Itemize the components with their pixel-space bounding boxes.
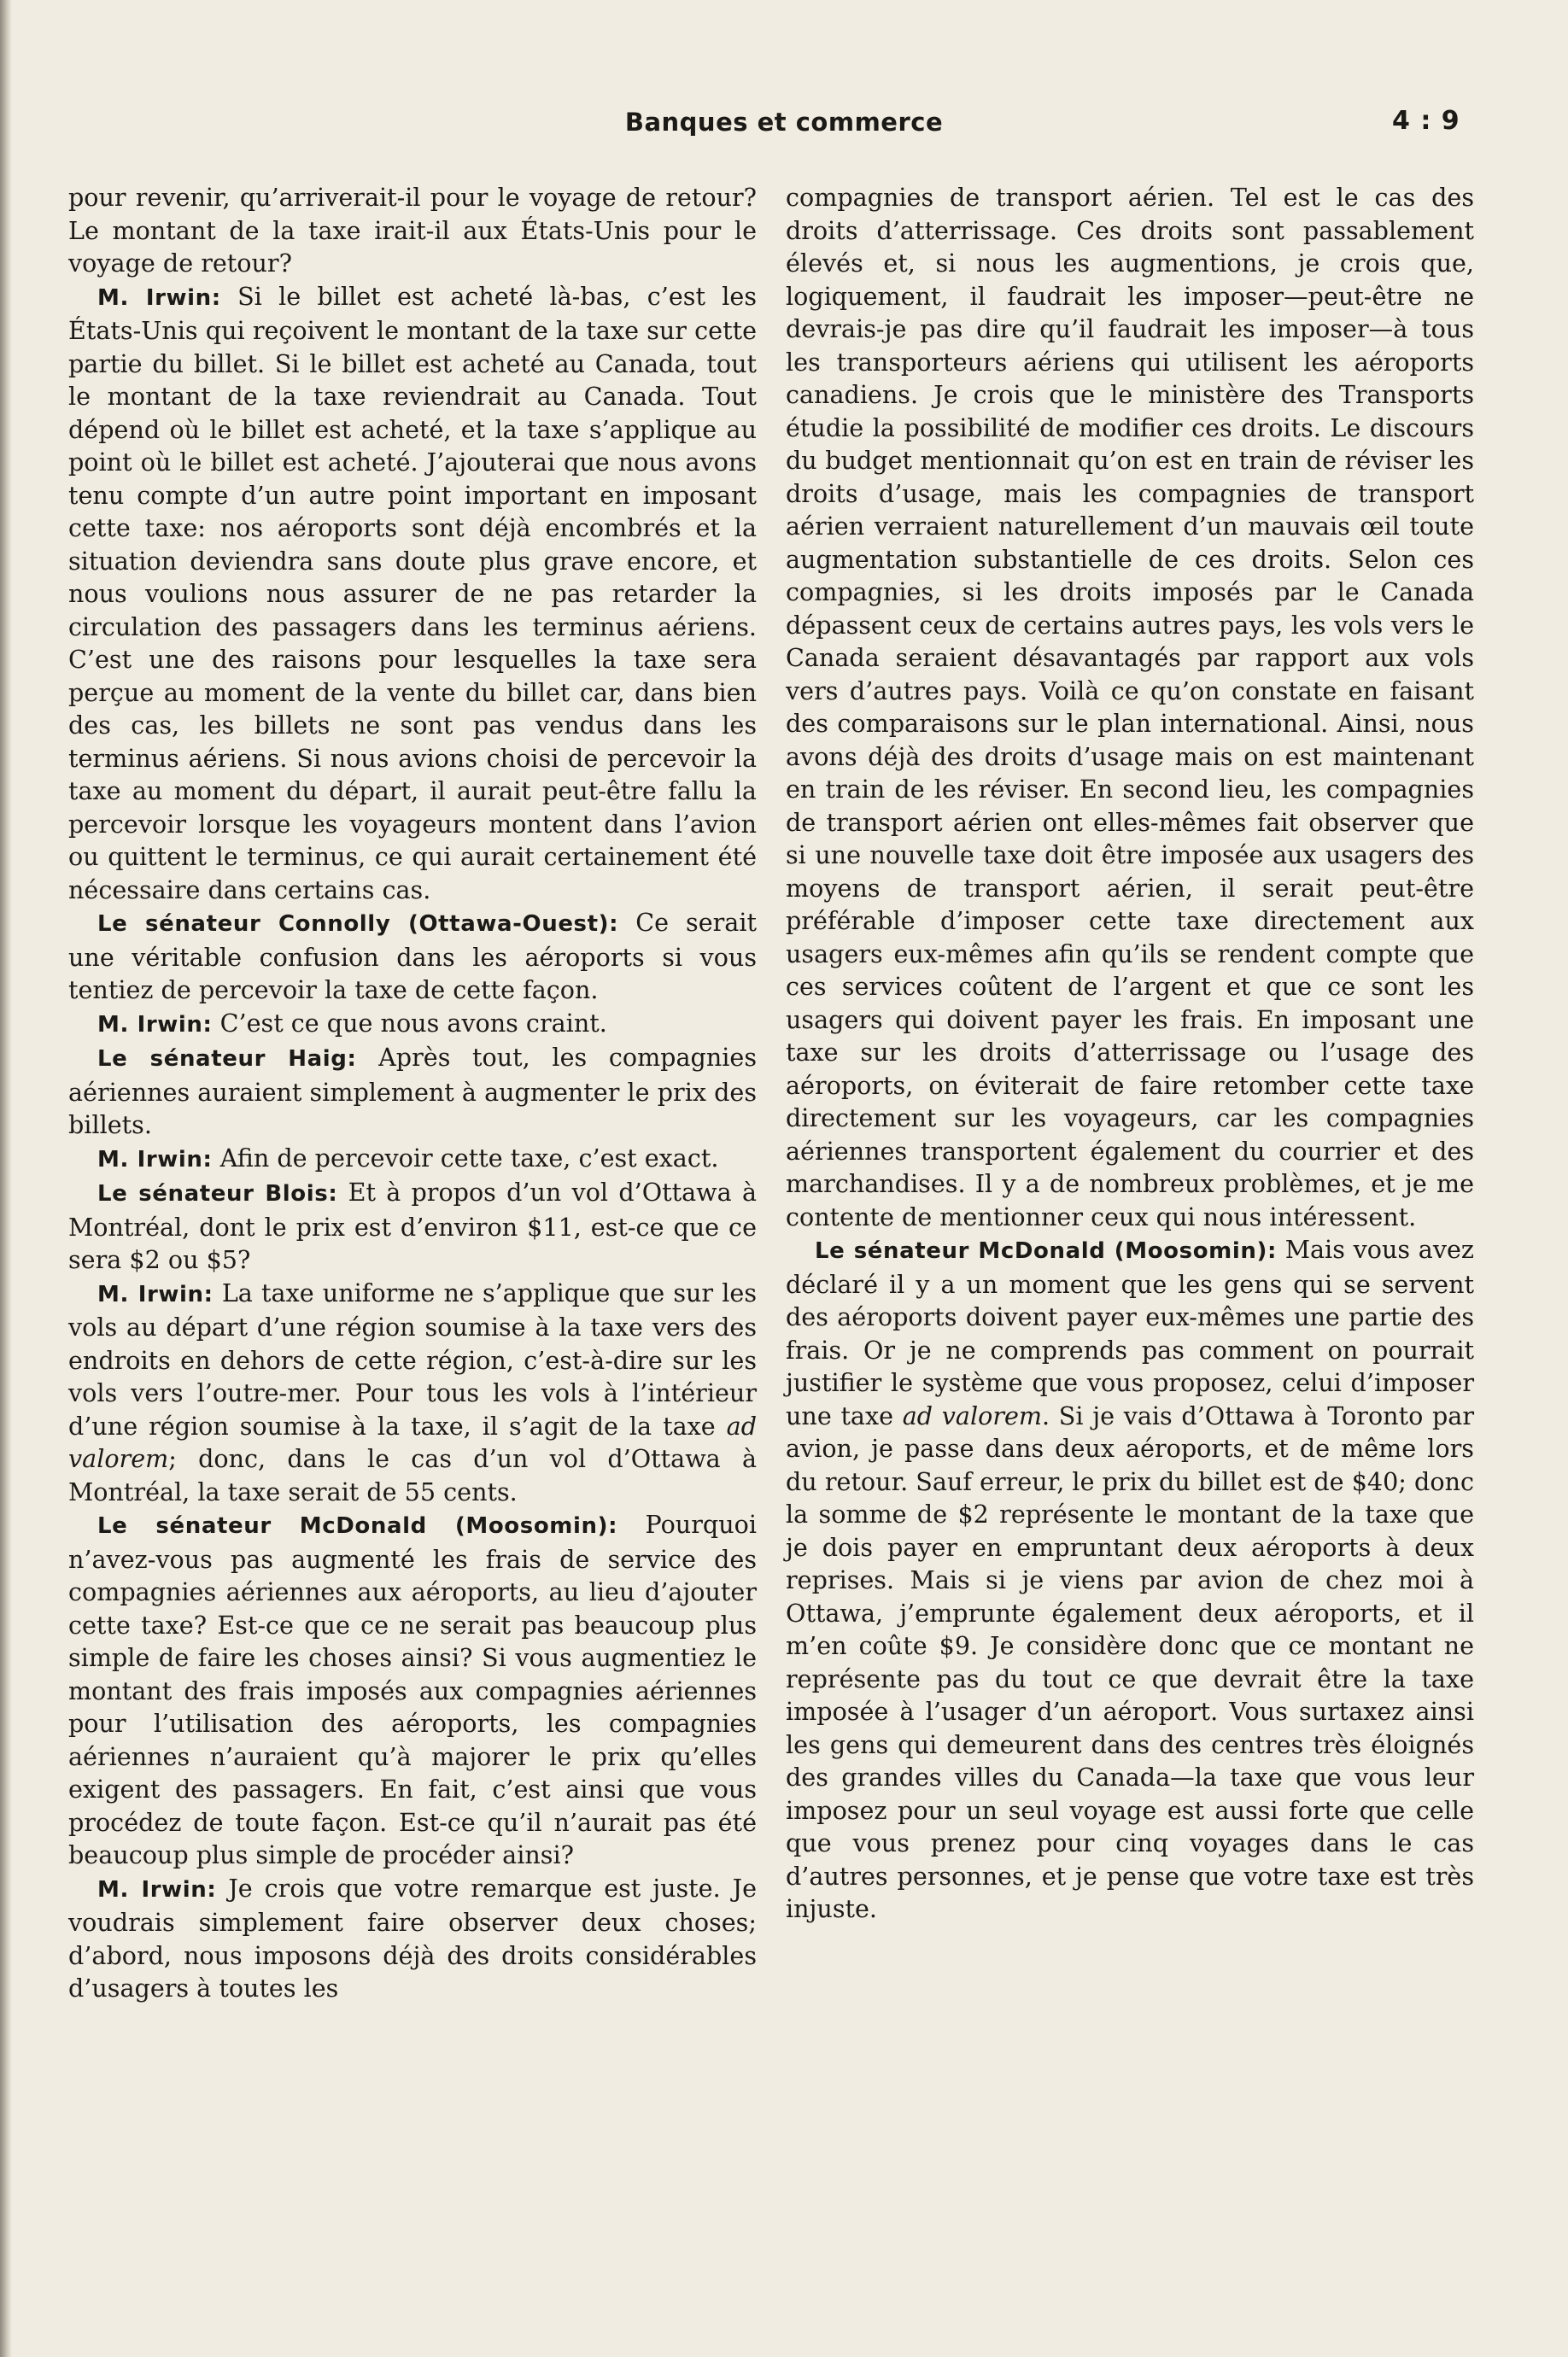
paragraph: compagnies de transport aérien. Tel est le cas des droits d’atterrissage. Ces droits sont passablement élevés et, si nous les augmentions, je crois que, logiquement, il faudrait les imposer—peut-être ne devrais-je pas dire qu’il faudrait les imposer—à tous les transporteurs aériens qui utilisent les aéroports canadiens. Je crois que le ministère des Transports étudie la possibilité de modifier ces droits. Le discours du budget mentionnait qu’on est en train de réviser les droits d’usage, mais les compagnies de transport aérien verraient naturellement d’un mauvais œil toute augmentation substantielle de ces droits. Selon ces compagnies, si les droits imposés par le Canada dépassent ceux de certains autres pays, les vols vers le Canada seraient désavantagés par rapport aux vols vers d’autres pays. Voilà ce qu’on constate en faisant des comparaisons sur le plan international. Ainsi, nous avons déjà des droits d’usage mais on est maintenant en train de les réviser. En second lieu, les compagnies de transport aérien ont elles-mêmes fait observer que si une nouvelle taxe doit être imposée aux usagers des moyens de transport aérien, il serait peut-être préférable d’imposer cette taxe directement aux usagers eux-mêmes afin qu’ils se rendent compte que ces services coûtent de l’argent et que ce sont les usagers qui doivent payer les frais. En imposant une taxe sur les droits d’atterrissage ou l’usage des aéroports, on éviterait de faire retomber cette taxe directement sur les voyageurs, car les compagnies aériennes transportent également du courrier et des marchandises. Il y a de nombreux problèmes, et je me contente de mentionner ceux qui nous intéressent. <box>786 183 1474 1231</box>
page-binding-edge <box>0 0 12 2357</box>
running-header-title: Banques et commerce <box>624 108 944 137</box>
speech-text: Ce serait une véritable confusion dans les aéroports si vous tentiez de percevoir la taxe de cette façon. <box>68 908 757 1004</box>
speaker-name: M. Irwin: <box>97 1146 213 1173</box>
latin-term: ad valorem <box>902 1401 1043 1430</box>
speaker-name: Le sénateur McDonald (Moosomin): <box>97 1513 618 1539</box>
speech-text: ; donc, dans le cas d’un vol d’Ottawa à Montréal, la taxe serait de 55 cents. <box>68 1444 757 1506</box>
speech-text: La taxe uniforme ne s’applique que sur les vols au départ d’une région soumise à la taxe vers des endroits en dehors de cette région, c’est-à-dire sur les vols vers l’outre-mer. Pour tous les vols à l’intérieur d’une région soumise à la taxe, il s’agit de la taxe <box>68 1278 758 1441</box>
paragraph <box>68 1142 757 1177</box>
paragraph <box>68 1508 757 1872</box>
speaker-name: M. Irwin: <box>97 1011 213 1038</box>
speaker-name: Le sénateur Connolly (Ottawa-Ouest): <box>97 911 619 937</box>
paragraph <box>68 1872 757 2005</box>
speaker-name: M. Irwin: <box>97 1281 214 1307</box>
paragraph <box>68 280 757 907</box>
left-column <box>68 181 757 2005</box>
speaker-name: M. Irwin: <box>97 1876 217 1903</box>
paragraph: pour revenir, qu’arriverait-il pour le voyage de retour? Le montant de la taxe irait-il aux États-Unis pour le voyage de retour? <box>68 183 757 278</box>
speaker-name: M. Irwin: <box>97 284 221 311</box>
speech-text: Afin de percevoir cette taxe, c’est exact. <box>212 1143 719 1173</box>
paragraph <box>68 1277 757 1509</box>
paragraph <box>68 1041 757 1142</box>
paragraph <box>68 1007 757 1042</box>
speaker-name: Le sénateur Blois: <box>97 1181 338 1207</box>
speech-text: Après tout, les compagnies aériennes auraient simplement à augmenter le prix des billets. <box>68 1043 757 1139</box>
speech-text: Si le billet est acheté là-bas, c’est les États-Unis qui reçoivent le montant de la taxe sur cette partie du billet. Si le billet est acheté au Canada, tout le montant de la taxe reviendrait au Canada. Tout dépend où le billet est acheté, et la taxe s’applique au point où le billet est acheté. J’ajouterai que nous avons tenu compte d’un autre point important en imposant cette taxe: nos aéroports sont déjà encombrés et la situation deviendra sans doute plus grave encore, et nous voulions nous assurer de ne pas retarder la circulation des passagers dans les terminus aériens. C’est une des raisons pour lesquelles la taxe sera perçue au moment de la vente du billet car, dans bien des cas, les billets ne sont pas vendus dans les terminus aériens. Si nous avions choisi de percevoir la taxe au moment du départ, il aurait peut-être fallu la percevoir lorsque les voyageurs montent dans l’avion ou quittent le terminus, ce qui aurait certainement été nécessaire dans certains cas. <box>68 281 757 904</box>
speech-text: Pourquoi n’avez-vous pas augmenté les frais de service des compagnies aériennes aux aéroports, au lieu d’ajouter cette taxe? Est-ce que ce ne serait pas beaucoup plus simple de faire les choses ainsi? Si vous augmentiez le montant des frais imposés aux compagnies aériennes pour l’utilisation des aéroports, les compagnies aériennes n’auraient qu’à majorer le prix qu’elles exigent des passagers. En fait, c’est ainsi que vous procédez de toute façon. Est-ce qu’il n’aurait pas été beaucoup plus simple de procéder ainsi? <box>68 1510 757 1869</box>
speech-text: . Si je vais d’Ottawa à Toronto par avion, je passe dans deux aéroports, et de même lors du retour. Sauf erreur, le prix du billet est de $40; donc la somme de $2 représente le montant de la taxe que je dois payer en empruntant deux aéroports à deux reprises. Mais si je viens par avion de chez moi à Ottawa, j’emprunte également deux aéroports, et il m’en coûte $9. Je considère donc que ce montant ne représente pas du tout ce que devrait être la taxe imposée à l’usager d’un aéroport. Vous surtaxez ainsi les gens qui demeurent dans des centres très éloignés des grandes villes du Canada—la taxe que vous leur imposez pour un seul voyage est aussi forte que celle que vous prenez pour cinq voyages dans le cas d’autres personnes, et je pense que votre taxe est très injuste. <box>786 1401 1474 1923</box>
speech-text: Et à propos d’un vol d’Ottawa à Montréal, dont le prix est d’environ $11, est-ce que ce sera $2 ou $5? <box>68 1178 757 1274</box>
latin-term: ad valorem <box>68 1411 757 1473</box>
paragraph <box>786 1233 1474 1926</box>
speaker-name: Le sénateur McDonald (Moosomin): <box>815 1238 1277 1264</box>
page-number: 4 : 9 <box>1392 106 1460 136</box>
speech-text: Je crois que votre remarque est juste. Je voudrais simplement faire observer deux choses; d’abord, nous imposons déjà des droits considérables d’usagers à toutes les <box>68 1873 757 2003</box>
speaker-name: Le sénateur Haig: <box>97 1046 357 1072</box>
paragraph <box>68 1176 757 1277</box>
paragraph <box>68 906 757 1007</box>
right-column <box>786 181 1474 1926</box>
speech-text: Mais vous avez déclaré il y a un moment que les gens qui se servent des aéroports doivent payer eux-mêmes une partie des frais. Or je ne comprends pas comment on pourrait justifier le système que vous proposez, celui d’imposer une taxe <box>786 1235 1474 1430</box>
speech-text: C’est ce que nous avons craint. <box>212 1008 607 1038</box>
